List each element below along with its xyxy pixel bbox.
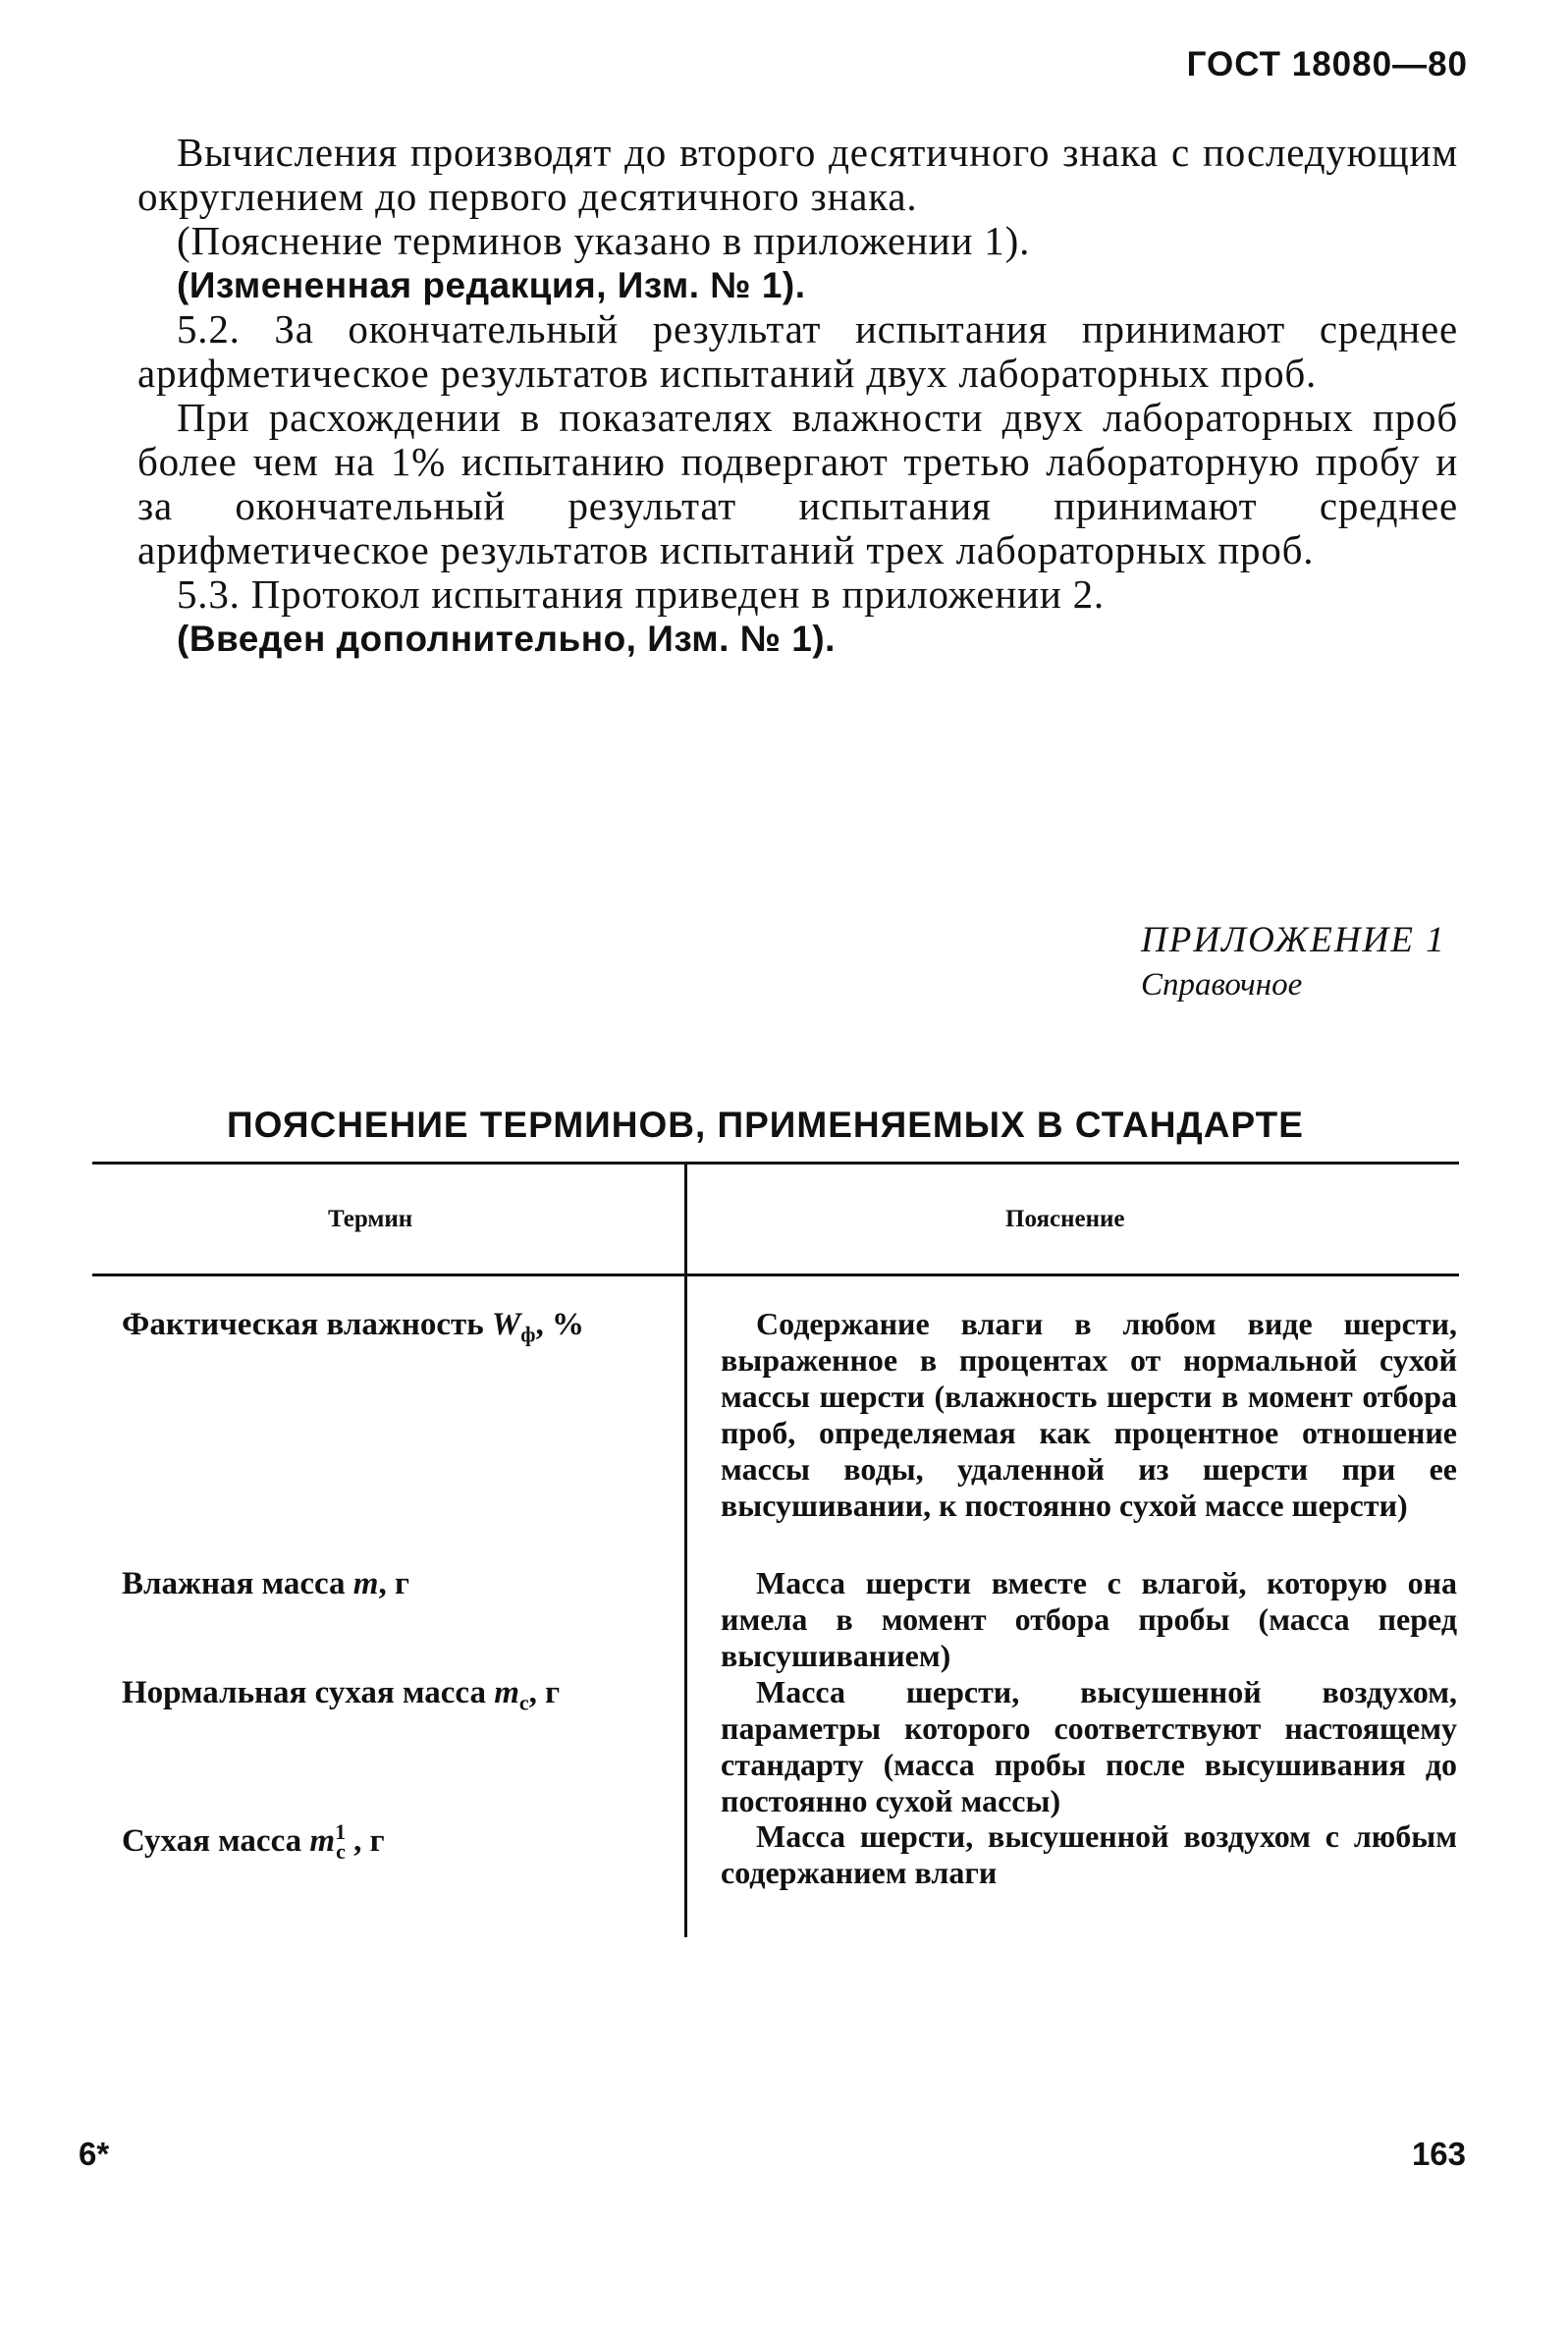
term-label: Влажная масса (122, 1566, 353, 1601)
table-top-rule (92, 1162, 1459, 1165)
term-subscript: ф (520, 1322, 536, 1347)
paragraph-5-3: 5.3. Протокол испытания приведен в приложении 2. (177, 571, 1105, 617)
terms-table (92, 1162, 1459, 1937)
table-row-explanation: Содержание влаги в любом виде шерсти, выраженное в процентах от нормальной сухой массы шерсти (влажность шерсти в момент отбора проб, определяемая как процентное отношение массы воды, удаленной из шерсти при ее высушивании, к постоянно сухой массе шерсти) (721, 1306, 1457, 1523)
term-label: Нормальная сухая масса (122, 1675, 495, 1710)
table-row-explanation: Масса шерсти, высушенной воздухом с любым содержанием влаги (721, 1818, 1457, 1890)
table-row-term (122, 1675, 560, 1716)
paragraph-5-2: 5.2. За окончательный результат испытания принимают среднее арифметическое результатов испытаний двух лабораторных проб. (137, 306, 1458, 396)
term-symbol: m (352, 1566, 379, 1601)
table-row-term (122, 1819, 385, 1865)
table-row-explanation: Масса шерсти, высушенной воздухом, параметры которого соответствуют настоящему стандарту (масса пробы после высушивания до постоянно сухой массы) (721, 1674, 1457, 1818)
appendix-title: ПРИЛОЖЕНИЕ 1 (1141, 920, 1446, 960)
paragraph-calculation: Вычисления производят до второго десятичного знака с последующим округлением до первого десятичного знака. (137, 130, 1458, 219)
paragraph-terms-note: (Пояснение терминов указано в приложении 1). (177, 218, 1031, 263)
term-subscript: c (336, 1838, 346, 1864)
term-symbol: W (491, 1307, 521, 1342)
table-header-rule (92, 1273, 1459, 1276)
body-text (137, 131, 1458, 661)
term-unit: , г (378, 1566, 409, 1601)
term-symbol: m (309, 1823, 336, 1859)
appendix-subtitle: Справочное (1141, 967, 1303, 1002)
page-number: 163 (1411, 2136, 1466, 2172)
term-superscript: 1 (335, 1819, 347, 1844)
standard-header: ГОСТ 18080—80 (1186, 45, 1468, 83)
paragraph-amendment-note: (Измененная редакция, Изм. № 1). (177, 265, 806, 305)
section-title: ПОЯСНЕНИЕ ТЕРМИНОВ, ПРИМЕНЯЕМЫХ В СТАНДАРТЕ (227, 1105, 1304, 1145)
table-column-divider (684, 1162, 687, 1937)
table-row-explanation: Масса шерсти вместе с влагой, которую она имела в момент отбора пробы (масса перед высушиванием) (721, 1565, 1457, 1673)
term-subscript: c (518, 1690, 529, 1715)
paragraph-discrepancy: При расхождении в показателях влажности двух лабораторных проб более чем на 1% испытанию подвергают третью лабораторную пробу и за окончательный результат испытания принимают среднее арифметическое результатов испытаний трех лабораторных проб. (137, 395, 1458, 572)
term-label: Сухая масса (122, 1823, 310, 1859)
term-unit: , % (535, 1307, 584, 1342)
term-symbol: m (494, 1675, 519, 1710)
signature-mark: 6* (79, 2136, 110, 2172)
term-label: Фактическая влажность (122, 1307, 492, 1342)
column-header-term: Термин (328, 1206, 413, 1232)
term-unit: , г (528, 1675, 561, 1710)
column-header-explanation: Пояснение (1005, 1206, 1125, 1232)
paragraph-added-note: (Введен дополнительно, Изм. № 1). (177, 619, 836, 659)
appendix-label (1141, 918, 1446, 1006)
table-row-term (122, 1307, 584, 1348)
term-unit: , г (345, 1823, 385, 1859)
table-row-term (122, 1566, 409, 1602)
